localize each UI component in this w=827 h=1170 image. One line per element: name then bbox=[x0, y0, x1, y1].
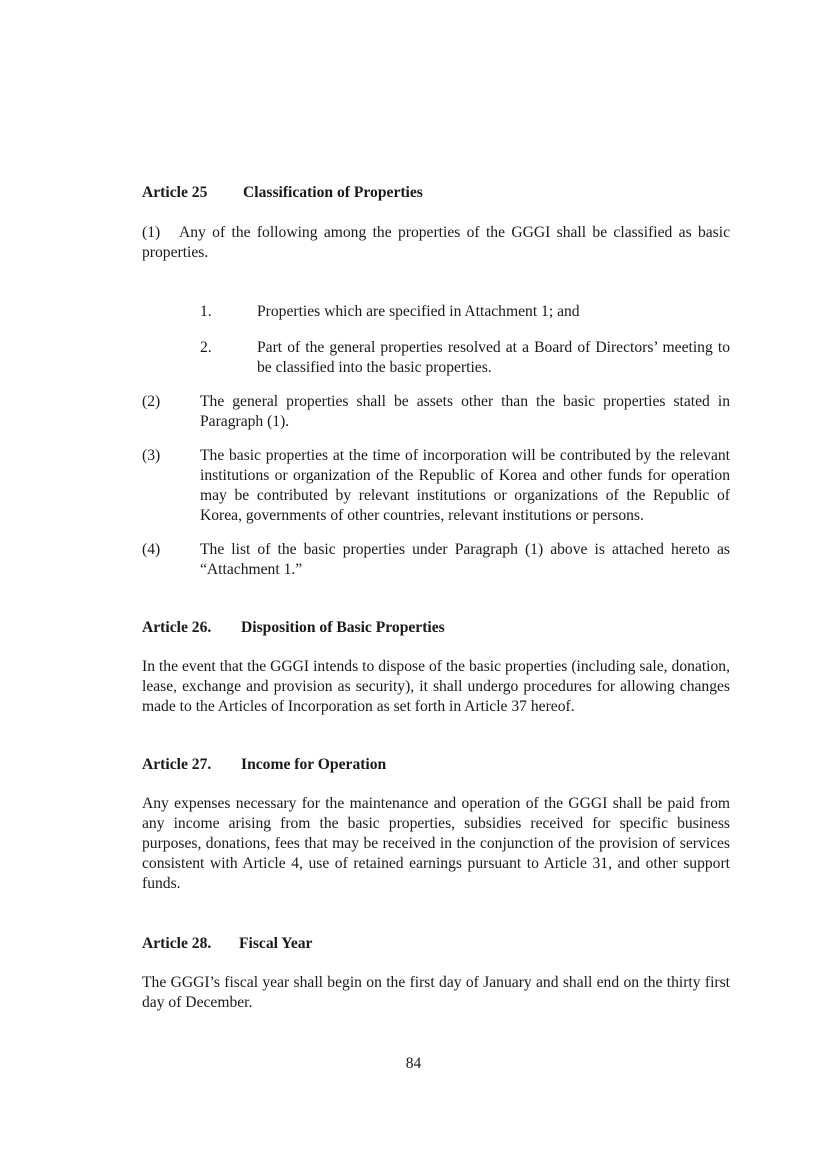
page-number: 84 bbox=[405, 1055, 422, 1072]
article-26-heading bbox=[142, 618, 730, 638]
article-25-paragraph-4 bbox=[142, 540, 730, 580]
article-25-item-1 bbox=[142, 302, 730, 322]
article-28-number: Article 28. bbox=[142, 935, 212, 952]
article-28-heading bbox=[142, 934, 730, 954]
paragraph-text: Any of the following among the properties of the GGGI shall be classified as basic properties. bbox=[142, 224, 730, 261]
document-page bbox=[142, 183, 730, 1013]
article-25-paragraph-2 bbox=[142, 392, 730, 432]
paragraph-text: The basic properties at the time of incorporation will be contributed by the relevant institutions or organization of the Republic of Korea and other funds for operation may be contributed by relevant institutions or organizations of the Republic of Korea, governments of other countries, relevant institutions or persons. bbox=[200, 447, 730, 524]
paragraph-marker: (4) bbox=[142, 541, 161, 558]
item-marker: 1. bbox=[200, 303, 212, 320]
article-25-paragraph-1 bbox=[142, 223, 730, 263]
paragraph-text: The list of the basic properties under Paragraph (1) above is attached hereto as “Attachment 1.” bbox=[200, 541, 730, 578]
article-28-title: Fiscal Year bbox=[239, 935, 313, 952]
paragraph-marker: (3) bbox=[142, 447, 161, 464]
article-25-paragraph-3 bbox=[142, 446, 730, 526]
article-25-title: Classification of Properties bbox=[243, 184, 423, 201]
paragraph-marker: (2) bbox=[142, 393, 161, 410]
item-text: Properties which are specified in Attachment 1; and bbox=[257, 303, 580, 320]
paragraph-marker: (1) bbox=[142, 224, 161, 241]
article-25-item-2 bbox=[142, 338, 730, 378]
article-25-number: Article 25 bbox=[142, 184, 208, 201]
item-text: Part of the general properties resolved at a Board of Directors’ meeting to be classified into the basic properties. bbox=[257, 339, 730, 376]
article-27-text: Any expenses necessary for the maintenance and operation of the GGGI shall be paid from any income arising from the basic properties, subsidies received for specific business purposes, donations, fees that may be received in the conjunction of the provision of services consistent with Article 4, use of retained earnings pursuant to Article 31, and other support funds. bbox=[142, 795, 730, 892]
article-27-heading bbox=[142, 755, 730, 775]
article-25-heading bbox=[142, 183, 730, 203]
article-27-number: Article 27. bbox=[142, 756, 212, 773]
article-28-text: The GGGI’s fiscal year shall begin on the first day of January and shall end on the thirty first day of December. bbox=[142, 974, 730, 1011]
article-26-title: Disposition of Basic Properties bbox=[241, 619, 445, 636]
article-26-number: Article 26. bbox=[142, 619, 212, 636]
item-marker: 2. bbox=[200, 339, 212, 356]
article-26-text: In the event that the GGGI intends to dispose of the basic properties (including sale, donation, lease, exchange and provision as security), it shall undergo procedures for allowing changes made to the Articles of Incorporation as set forth in Article 37 hereof. bbox=[142, 658, 730, 715]
paragraph-text: The general properties shall be assets other than the basic properties stated in Paragraph (1). bbox=[200, 393, 730, 430]
article-27-title: Income for Operation bbox=[241, 756, 387, 773]
